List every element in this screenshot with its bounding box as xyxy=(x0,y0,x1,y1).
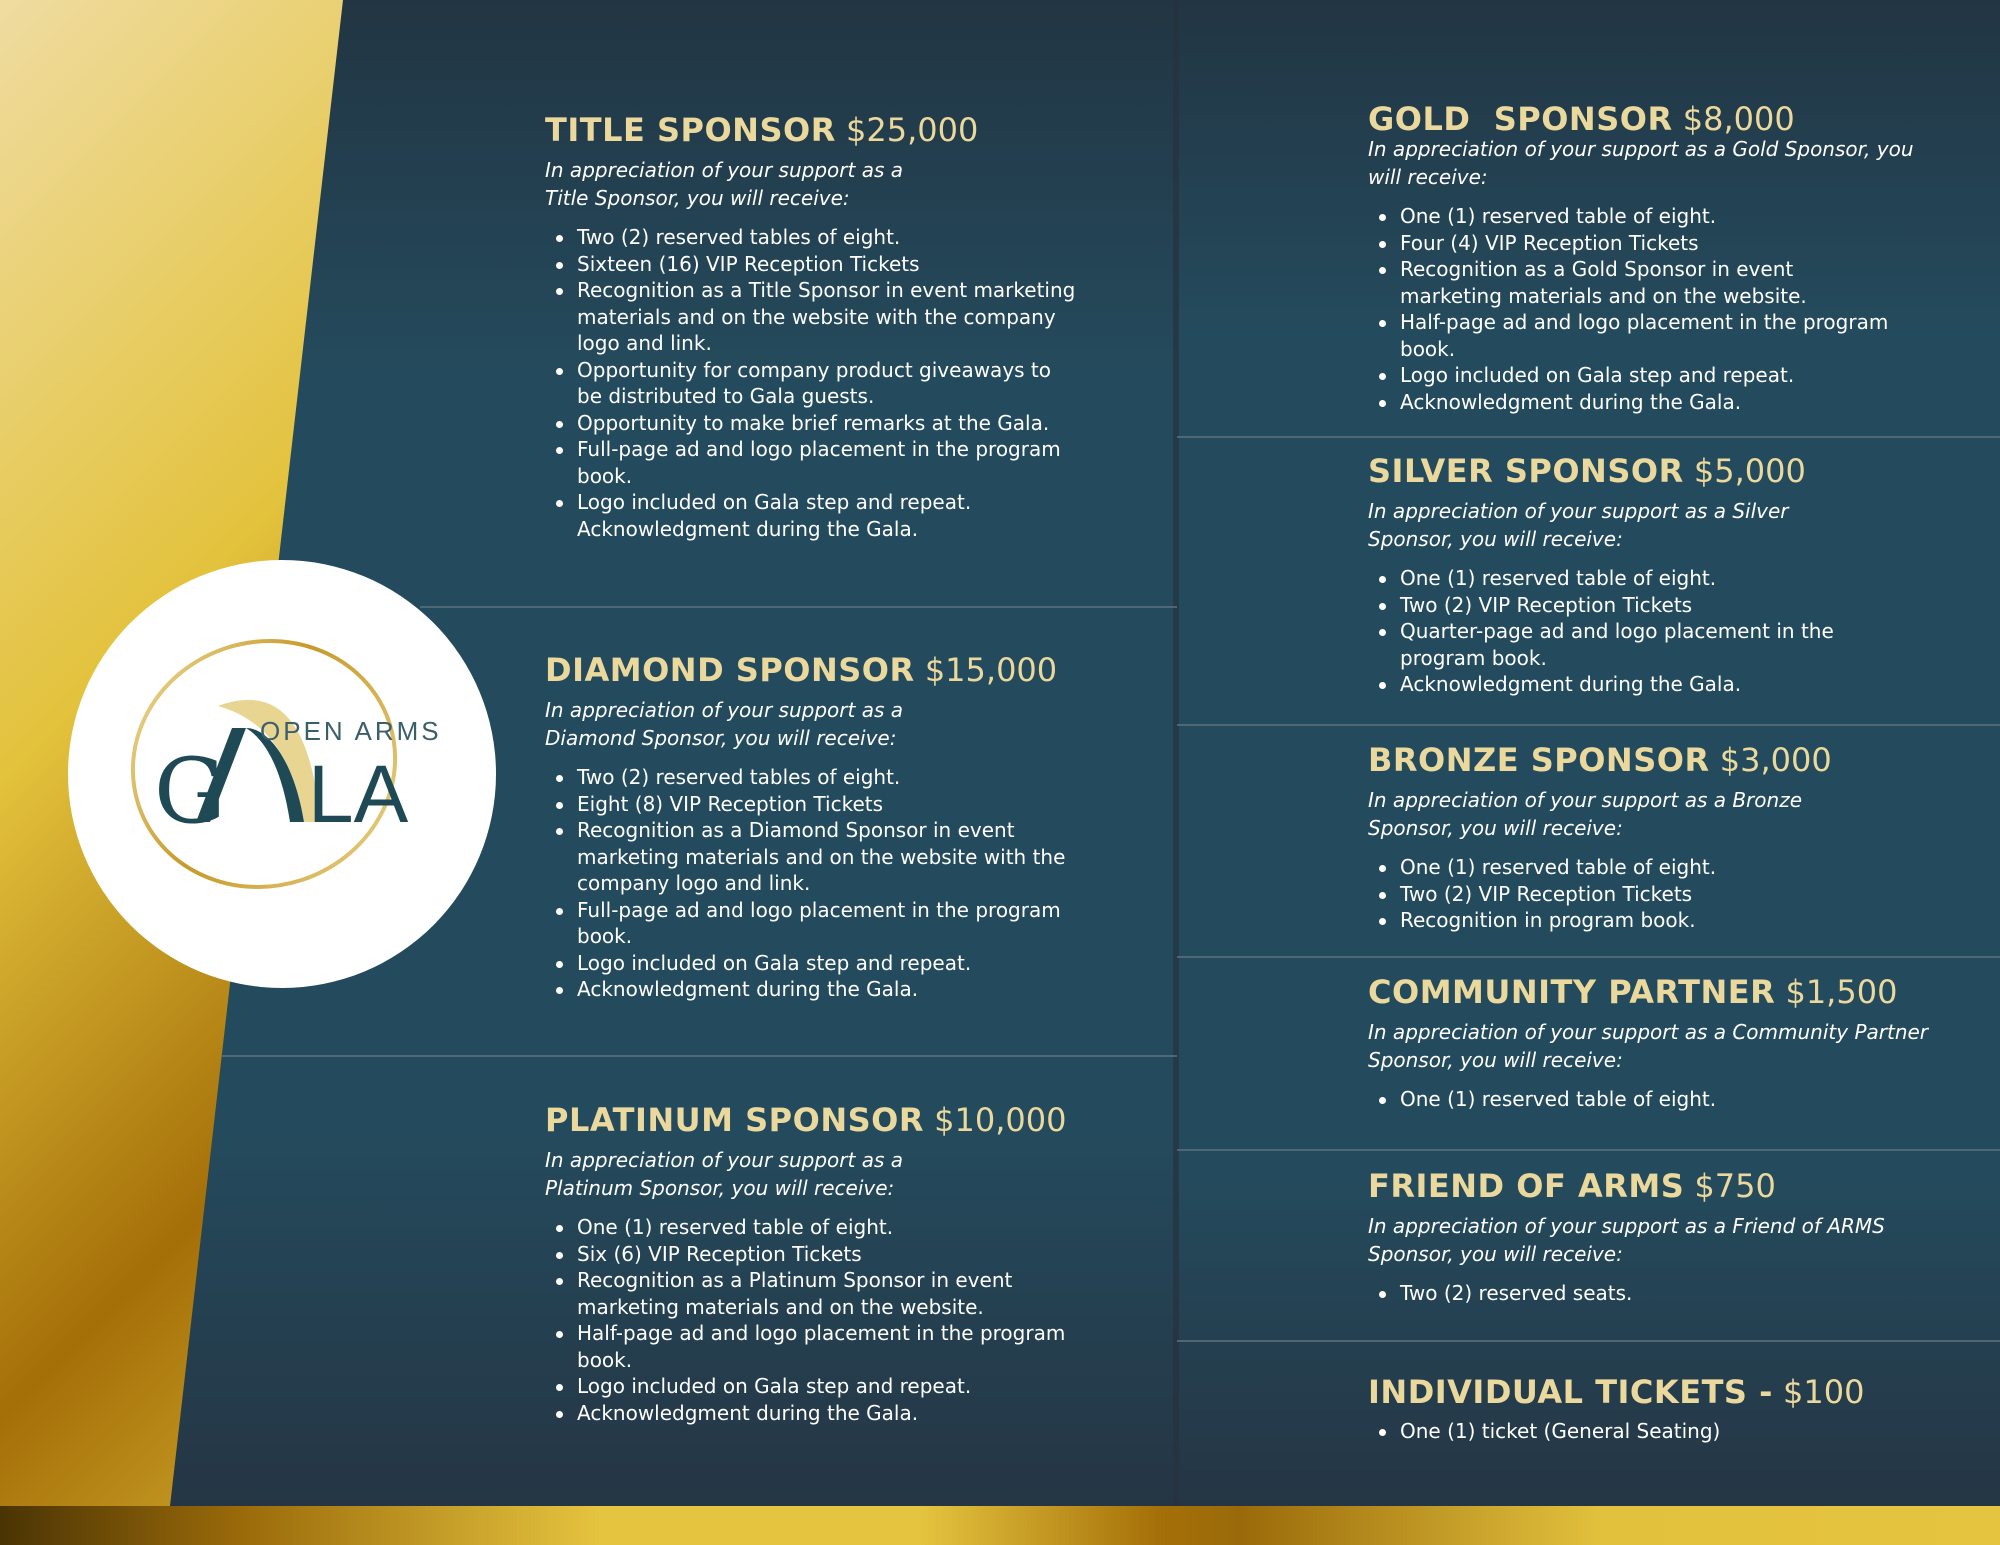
benefit-item: Full-page ad and logo placement in the program book. xyxy=(577,897,1077,950)
benefit-item: Recognition as a Diamond Sponsor in event marketing materials and on the website with the company logo and link. xyxy=(577,817,1077,897)
section-silver-sponsor xyxy=(1368,451,1988,698)
benefit-list xyxy=(1368,1418,1900,1445)
intro-line: Sponsor, you will receive: xyxy=(1368,527,1623,551)
divider xyxy=(1177,436,2000,438)
section-gold-sponsor xyxy=(1368,99,1988,415)
intro-line: In appreciation of your support as a Silver xyxy=(1368,499,1789,523)
tier-price: $750 xyxy=(1694,1167,1776,1205)
intro-line: Sponsor, you will receive: xyxy=(1368,816,1623,840)
benefit-item: Half-page ad and logo placement in the program book. xyxy=(1400,309,1900,362)
intro-line: In appreciation of your support as a Friend of ARMS xyxy=(1368,1214,1885,1238)
tier-heading xyxy=(1368,451,1988,491)
tier-name: SILVER SPONSOR xyxy=(1368,452,1684,490)
section-diamond-sponsor xyxy=(545,650,1165,1003)
tier-price: $10,000 xyxy=(934,1101,1067,1139)
gold-bottom-band xyxy=(0,1506,2000,1545)
benefit-list xyxy=(545,764,1077,1003)
intro-line: Sponsor, you will receive: xyxy=(1368,1048,1623,1072)
benefit-item: Recognition in program book. xyxy=(1400,907,1900,934)
tier-heading xyxy=(545,650,1165,690)
tier-intro xyxy=(545,156,1165,212)
tier-heading xyxy=(545,110,1165,150)
logo-letter-g: G xyxy=(154,739,226,844)
logo-badge xyxy=(68,560,496,988)
logo-letters-la: LA xyxy=(308,749,409,840)
benefit-list xyxy=(545,224,1077,542)
benefit-item: One (1) reserved table of eight. xyxy=(1400,565,1840,592)
section-bronze-sponsor xyxy=(1368,740,1988,934)
divider xyxy=(420,606,1177,608)
section-community-partner xyxy=(1368,972,1988,1113)
benefit-item: Opportunity for company product giveaways to be distributed to Gala guests. xyxy=(577,357,1077,410)
benefit-item: Acknowledgment during the Gala. xyxy=(1400,671,1840,698)
divider xyxy=(222,1055,1177,1057)
benefit-item: Acknowledgment during the Gala. xyxy=(577,976,1077,1003)
section-platinum-sponsor xyxy=(545,1100,1165,1426)
intro-line: Title Sponsor, you will receive: xyxy=(545,186,850,210)
tier-price: $25,000 xyxy=(846,111,979,149)
tier-intro xyxy=(1368,135,1988,191)
benefit-item: Logo included on Gala step and repeat. xyxy=(577,1373,1077,1400)
logo-line1: OPEN ARMS xyxy=(260,716,442,746)
tier-heading xyxy=(1368,1166,1988,1206)
section-individual-tickets xyxy=(1368,1372,1988,1445)
benefit-item: Four (4) VIP Reception Tickets xyxy=(1400,230,1900,257)
benefit-item: Acknowledgment during the Gala. xyxy=(577,1400,1077,1427)
benefit-item: Logo included on Gala step and repeat. xyxy=(1400,362,1900,389)
benefit-list xyxy=(545,1214,1077,1426)
tier-name: GOLD SPONSOR xyxy=(1368,100,1673,138)
tier-price: $1,500 xyxy=(1785,973,1898,1011)
fold-gutter xyxy=(1173,0,1179,1545)
intro-line: In appreciation of your support as a xyxy=(545,1148,903,1172)
benefit-item: Acknowledgment during the Gala. xyxy=(1400,389,1900,416)
tier-price: $15,000 xyxy=(924,651,1058,689)
tier-price: $8,000 xyxy=(1682,100,1795,138)
tier-name: TITLE SPONSOR xyxy=(545,111,836,149)
divider xyxy=(1177,1149,2000,1151)
intro-line: Platinum Sponsor, you will receive: xyxy=(545,1176,895,1200)
tier-price: $100 xyxy=(1783,1373,1865,1411)
tier-price: $3,000 xyxy=(1719,741,1832,779)
benefit-item: Sixteen (16) VIP Reception Tickets xyxy=(577,251,1077,278)
benefit-item: Logo included on Gala step and repeat. xyxy=(577,489,1077,516)
benefit-item: One (1) reserved table of eight. xyxy=(1400,854,1900,881)
tier-heading xyxy=(1368,99,1988,139)
tier-intro xyxy=(1368,1018,1988,1074)
tier-name: FRIEND OF ARMS xyxy=(1368,1167,1685,1205)
intro-line: In appreciation of your support as a xyxy=(545,698,903,722)
tier-heading xyxy=(1368,1372,1988,1412)
tier-heading xyxy=(1368,972,1988,1012)
divider xyxy=(1177,724,2000,726)
benefit-item: Recognition as a Gold Sponsor in event marketing materials and on the website. xyxy=(1400,256,1900,309)
benefit-item: Two (2) reserved tables of eight. xyxy=(577,764,1077,791)
tier-intro xyxy=(1368,497,1988,553)
benefit-item: Full-page ad and logo placement in the program book. xyxy=(577,436,1077,489)
intro-line: Diamond Sponsor, you will receive: xyxy=(545,726,897,750)
tier-name: DIAMOND SPONSOR xyxy=(545,651,915,689)
intro-line: In appreciation of your support as a Bronze xyxy=(1368,788,1802,812)
benefit-item: Two (2) reserved seats. xyxy=(1400,1280,1900,1307)
benefit-item: One (1) reserved table of eight. xyxy=(1400,1086,1900,1113)
benefit-item: Two (2) VIP Reception Tickets xyxy=(1400,592,1840,619)
tier-name: BRONZE SPONSOR xyxy=(1368,741,1710,779)
benefit-item: One (1) ticket (General Seating) xyxy=(1400,1418,1900,1445)
benefit-item: Two (2) reserved tables of eight. xyxy=(577,224,1077,251)
benefit-item: Acknowledgment during the Gala. xyxy=(577,516,919,541)
tier-name: PLATINUM SPONSOR xyxy=(545,1101,924,1139)
benefit-item: Quarter-page ad and logo placement in the program book. xyxy=(1400,618,1840,671)
open-arms-gala-logo xyxy=(68,560,496,988)
benefit-item: Two (2) VIP Reception Tickets xyxy=(1400,881,1900,908)
benefit-item: One (1) reserved table of eight. xyxy=(577,1214,1077,1241)
tier-heading xyxy=(1368,740,1988,780)
benefit-item: Eight (8) VIP Reception Tickets xyxy=(577,791,1077,818)
benefit-item: One (1) reserved table of eight. xyxy=(1400,203,1900,230)
benefit-list xyxy=(1368,1086,1900,1113)
tier-heading xyxy=(545,1100,1165,1140)
benefit-item: Recognition as a Title Sponsor in event marketing materials and on the website with the company logo and link. xyxy=(577,278,1076,355)
benefit-item: Six (6) VIP Reception Tickets xyxy=(577,1241,1077,1268)
tier-intro xyxy=(545,696,1165,752)
intro-line: In appreciation of your support as a Gold Sponsor, you xyxy=(1368,137,1914,161)
divider xyxy=(1177,956,2000,958)
benefit-list xyxy=(1368,203,1900,415)
tier-name: INDIVIDUAL TICKETS - xyxy=(1368,1373,1773,1411)
intro-line: In appreciation of your support as a xyxy=(545,158,903,182)
tier-intro xyxy=(1368,786,1988,842)
benefit-item: Half-page ad and logo placement in the program book. xyxy=(577,1320,1077,1373)
intro-line: will receive: xyxy=(1368,165,1488,189)
tier-intro xyxy=(545,1146,1165,1202)
tier-intro xyxy=(1368,1212,1988,1268)
benefit-list xyxy=(1368,1280,1900,1307)
tier-name: COMMUNITY PARTNER xyxy=(1368,973,1776,1011)
intro-line: In appreciation of your support as a Community Partner xyxy=(1368,1020,1929,1044)
section-title-sponsor xyxy=(545,110,1165,542)
tier-price: $5,000 xyxy=(1693,452,1806,490)
benefit-list xyxy=(1368,854,1900,934)
benefit-item: Recognition as a Platinum Sponsor in event marketing materials and on the website. xyxy=(577,1267,1077,1320)
intro-line: Sponsor, you will receive: xyxy=(1368,1242,1623,1266)
section-friend-of-arms xyxy=(1368,1166,1988,1307)
benefit-item: Logo included on Gala step and repeat. xyxy=(577,950,1077,977)
benefit-item: Opportunity to make brief remarks at the Gala. xyxy=(577,410,1077,437)
divider xyxy=(1177,1340,2000,1342)
benefit-list xyxy=(1368,565,1840,698)
